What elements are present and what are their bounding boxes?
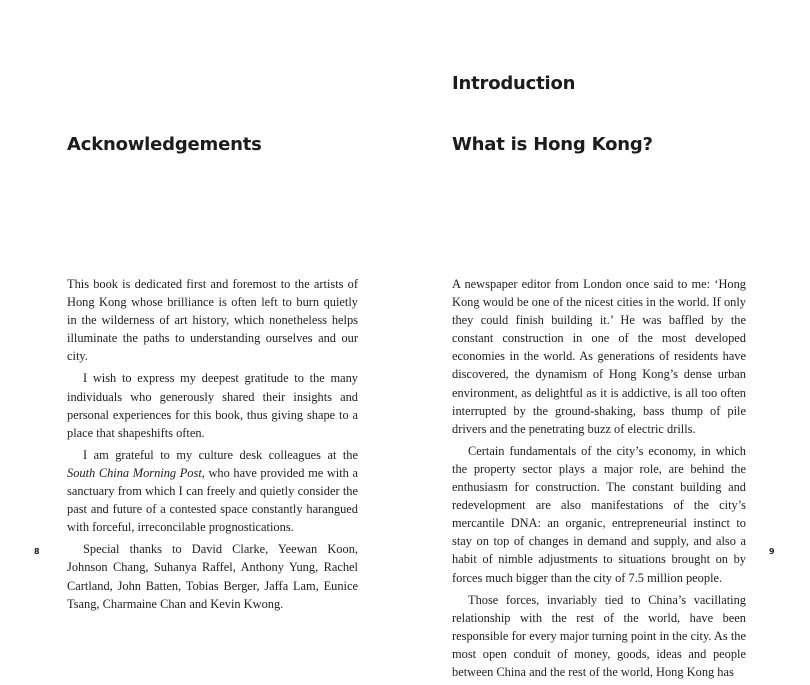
right-page [405,0,810,679]
introduction-heading: Introduction [452,73,576,94]
left-page-number: 8 [34,547,40,556]
ack-paragraph-4: Special thanks to David Clarke, Yeewan Koon, Johnson Chang, Suhanya Raffel, Anthony Yung, Rachel Cartland, John Batten, Tobias Berger, Jaffa Lam, Eunice Tsang, Charmaine Chan and Kevin Kwong. [67,542,358,611]
newspaper-title: South China Morning Post [67,465,202,480]
intro-paragraph-1: A newspaper editor from London once said to me: ‘Hong Kong would be one of the nicest cities in the world. If only they could finish building it.’ He was baffled by the constant construction in one of the most developed economies in the world. As generations of residents have discovered, the dynamism of Hong Kong’s dense urban environment, as delightful as it is addictive, is all too often interrupted by the ground-shaking, bass thump of pile drivers and the penetrating buzz of electric drills. [452,277,746,436]
right-page-number: 9 [769,547,775,556]
acknowledgements-heading: Acknowledgements [67,134,262,155]
intro-paragraph-2: Certain fundamentals of the city’s economy, in which the property sector plays a major role, are behind the enthusiasm for construction. The constant building and redevelopment are also manifestations of the city’s mercantile DNA: an organic, entrepreneurial instinct to stay on top of changes in demand and supply, and also a habit of nimble adjustments to situations brought on by forces much bigger than the city of 7.5 million people. [452,443,746,585]
chapter-title: What is Hong Kong? [452,134,653,155]
ack-paragraph-2: I wish to express my deepest gratitude to the many individuals who generously shared their insights and personal experiences for this book, thus giving shape to a place that shapeshifts often. [67,371,358,440]
intro-paragraph-3: Those forces, invariably tied to China’s vacillating relationship with the rest of the world, have been responsible for every major turning point in the city. As the most open conduit of money, goods, ideas and people between China and the rest of the world, Hong Kong has [452,592,746,679]
acknowledgements-body [67,275,358,617]
ack-paragraph-3-start: I am grateful to my culture desk colleagues at the [83,447,358,462]
ack-paragraph-3 [67,446,358,536]
ack-paragraph-3-end: , who have provided me with a sanctuary from which I can freely and quietly consider the past and future of a contested space constantly harangued with forceful, irreconcilable prognostications. [67,465,358,535]
left-page [0,0,405,621]
introduction-body [452,275,746,685]
ack-paragraph-1: This book is dedicated first and foremost to the artists of Hong Kong whose brilliance is often left to burn quietly in the wilderness of art history, which nonetheless helps illuminate the paths to understanding ourselves and our city. [67,277,358,364]
